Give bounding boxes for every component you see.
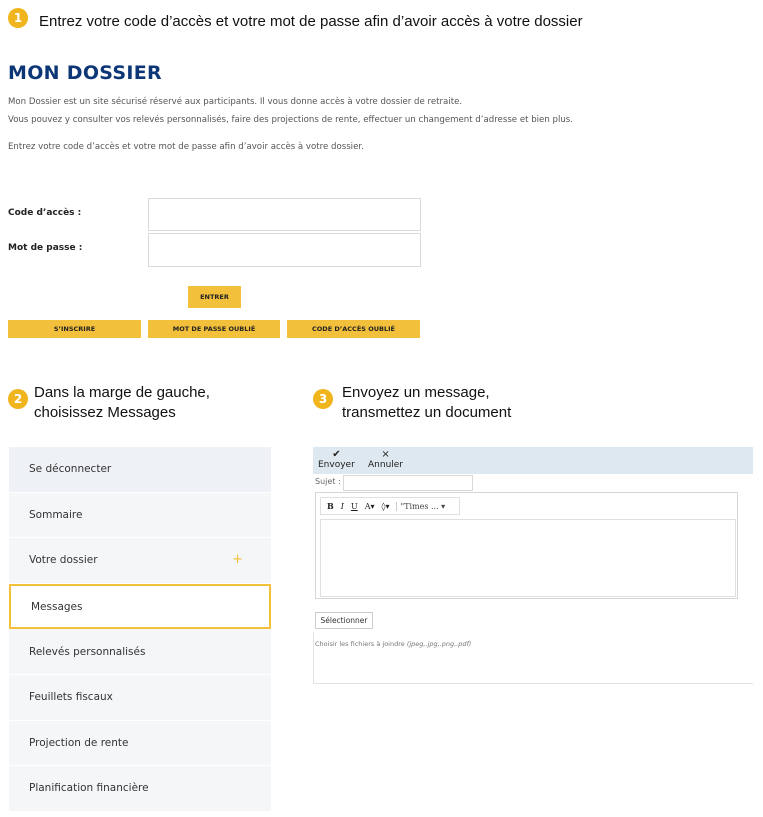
sidebar-item-label: Sommaire <box>29 508 83 521</box>
close-icon: × <box>381 449 390 460</box>
sidebar-item-label: Se déconnecter <box>29 463 112 476</box>
step-1-badge: 1 <box>8 8 28 28</box>
font-color-label: A <box>364 501 371 511</box>
sidebar-item-label: Projection de rente <box>29 736 129 749</box>
cancel-button[interactable] <box>368 449 403 470</box>
chevron-down-icon: ▾ <box>385 501 390 511</box>
sidebar-item-label: Feuillets fiscaux <box>29 691 113 704</box>
font-family-select[interactable] <box>396 502 445 511</box>
message-editor <box>315 492 738 599</box>
attachments-area <box>313 632 753 684</box>
forgot-password-button[interactable]: MOT DE PASSE OUBLIÉ <box>148 320 280 338</box>
intro-text-1: Mon Dossier est un site sécurisé réservé aux participants. Il vous donne accès à votre dossier de retraite. <box>8 97 463 107</box>
password-input[interactable] <box>148 233 421 267</box>
font-family-value: "Times ... <box>400 501 439 511</box>
step-2-instruction-line-2: choisissez Messages <box>34 404 176 421</box>
chevron-down-icon: ▾ <box>441 501 446 511</box>
send-label: Envoyer <box>318 460 355 470</box>
step-1-instruction: Entrez votre code d’accès et votre mot de passe afin d’avoir accès à votre dossier <box>39 13 583 30</box>
sidebar-item-label: Relevés personnalisés <box>29 645 146 658</box>
access-code-input[interactable] <box>148 198 421 231</box>
sidebar-item-summary[interactable] <box>9 493 271 539</box>
italic-button[interactable]: I <box>340 501 344 511</box>
chevron-down-icon: ▾ <box>370 501 375 511</box>
paint-bucket-icon: ◊ <box>381 501 386 511</box>
sidebar-item-label: Votre dossier <box>29 554 98 567</box>
sidebar-menu <box>9 447 271 812</box>
step-2-badge: 2 <box>8 389 28 409</box>
attach-formats: (jpeg,.jpg,.png,.pdf) <box>406 640 472 648</box>
sidebar-item-logout[interactable] <box>9 447 271 493</box>
sidebar-item-messages[interactable] <box>9 584 271 630</box>
attach-label: Choisir les fichiers à joindre <box>315 640 405 648</box>
checkmark-icon: ✔ <box>332 449 341 460</box>
step-3-badge: 3 <box>313 389 333 409</box>
access-code-label: Code d’accès : <box>8 208 82 218</box>
subject-label: Sujet : <box>315 477 341 486</box>
sidebar-item-tax-slips[interactable] <box>9 675 271 721</box>
font-color-button[interactable] <box>365 502 375 511</box>
sidebar-item-pension-projection[interactable] <box>9 721 271 767</box>
message-composer <box>313 447 763 684</box>
intro-text-3: Entrez votre code d’accès et votre mot de passe afin d’avoir accès à votre dossier. <box>8 142 364 152</box>
intro-text-2: Vous pouvez y consulter vos relevés personnalisés, faire des projections de rente, effectuer un changement d’adresse et bien plus. <box>8 115 574 125</box>
sidebar-item-label: Planification financière <box>29 782 149 795</box>
cancel-label: Annuler <box>368 460 404 470</box>
message-body-input[interactable] <box>320 519 736 597</box>
step-3-instruction-line-2: transmettez un document <box>342 404 512 421</box>
register-button[interactable]: S’INSCRIRE <box>8 320 141 338</box>
sidebar-item-your-file[interactable] <box>9 538 271 584</box>
expand-plus-icon[interactable]: + <box>232 552 243 568</box>
send-button[interactable] <box>318 449 355 470</box>
password-label: Mot de passe : <box>8 243 83 253</box>
page-title: MON DOSSIER <box>8 62 162 84</box>
subject-input[interactable] <box>343 475 473 491</box>
forgot-access-code-button[interactable]: CODE D’ACCÈS OUBLIÉ <box>287 320 420 338</box>
underline-button[interactable]: U <box>350 501 358 511</box>
enter-button[interactable]: ENTRER <box>188 286 241 308</box>
sidebar-item-statements[interactable] <box>9 629 271 675</box>
bold-button[interactable]: B <box>327 501 334 511</box>
fill-color-button[interactable] <box>381 502 389 511</box>
sidebar-item-financial-planning[interactable] <box>9 766 271 812</box>
select-files-button[interactable]: Sélectionner <box>315 612 373 629</box>
sidebar-item-label: Messages <box>31 600 83 613</box>
format-toolbar <box>320 497 460 515</box>
step-2-instruction-line-1: Dans la marge de gauche, <box>34 384 210 401</box>
message-toolbar <box>313 447 753 474</box>
step-3-instruction-line-1: Envoyez un message, <box>342 384 490 401</box>
